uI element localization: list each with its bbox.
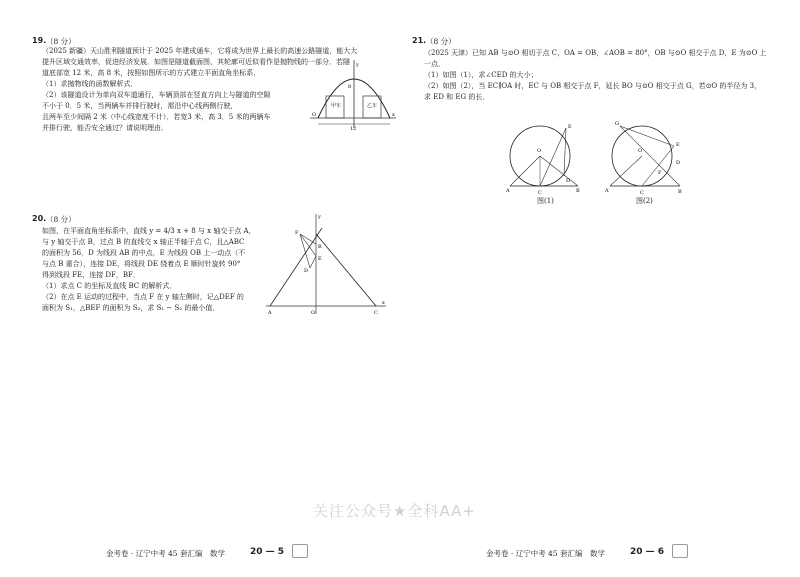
q19-tunnel-figure [308,58,398,130]
q19-line: （1）求抛物线的函数解析式． [42,80,138,88]
q20-line: 如图，在平面直角坐标系中，直线 y = 4/3 x + 8 与 x 轴交于点 A， [42,227,256,235]
q21-figure-2 [602,116,688,198]
q19-line: 且两车至少间隔 2 米（中心线宽度不计）．若宽3 米，高 3．5 米的两辆车 [42,113,271,121]
q19-line: 不小于 0．5 米，当两辆车并排行驶时，需沿中心线两侧行驶， [42,102,238,110]
q20-coordinate-figure [264,210,390,318]
q21-fig2-point-e: E [676,142,680,148]
q20-text [42,226,256,314]
q21-fig2-point-f: F [658,170,662,176]
q19-width-label: 12 [350,126,357,130]
q19-height-label: 8 [348,84,352,90]
q20-line: 与 y 轴交于点 B，过点 B 的直线交 x 轴正半轴于点 C，且△ABC [42,238,245,246]
footer-right-text: 金考卷 · 辽宁中考 45 套汇编 数学 [486,549,605,558]
q19-origin-label: O [312,112,317,118]
q19-number: 19. [32,36,47,45]
q21-fig1-point-d: D [566,178,571,184]
q21-line: 一点． [424,60,445,68]
q20-point-e: E [318,256,322,262]
q21-fig1-point-o: O [537,148,542,154]
q20-point-a: A [268,310,272,316]
q19-car1-label: 甲车 [331,103,342,109]
q21-line: 求 ED 和 EG 的长． [424,93,490,101]
q21-figure-1 [504,116,586,198]
watermark-text: 关注公众号★全科AA+ [313,502,476,520]
footer-right-logo-icon [672,544,688,558]
q20-line: 与点 B 重合），连接 DE，将线段 DE 绕着点 E 顺时针旋转 90° [42,260,241,268]
q21-fig1-point-e: E [568,124,572,130]
q21-fig2-point-c: C [640,190,644,196]
q19-y-axis-label: y [356,62,359,68]
q20-x-axis-label: x [382,300,385,306]
q21-fig2-point-o: O [638,148,643,154]
q20-line: 得到线段 FE，连接 DF，BF． [42,271,140,279]
q19-line: 提升区域交通效率，促进经济发展．如图是隧道截面图，其轮廓可近似看作是抛物线的一部分．若隧 [42,58,350,66]
q20-line: 的面积为 56．D 为线段 AB 的中点，E 为线段 OB 上一动点（不 [42,249,246,257]
q21-line: （1）如图（1），求∠CED 的大小； [424,71,538,79]
q21-fig2-point-d: D [676,160,681,166]
q19-line: （2）该隧道设计为单向双车道通行，车辆顶部在竖直方向上与隧道的空隙 [42,91,271,99]
q20-line: 面积为 S₁，△BEF 的面积为 S₂，求 S₁ − S₂ 的最小值． [42,304,220,312]
q20-line: （2）在点 E 运动的过程中，当点 F 在 y 轴左侧时，记△DEF 的 [42,293,244,301]
q21-fig1-point-c: C [538,190,542,196]
footer-left-text: 金考卷 · 辽宁中考 45 套汇编 数学 [106,549,225,558]
footer-right-page: 20 — 6 [630,547,665,557]
q21-figure-2-caption: 图(2) [636,197,653,205]
q19-line: 并排行驶，能否安全通过？请说明理由． [42,124,168,132]
q20-point-b: B [318,244,322,250]
footer-left-logo-icon [292,544,308,558]
q19-x-axis-label: x [392,112,395,118]
q19-points: （8 分） [46,37,76,46]
q19-line: （2025 新疆）天山胜利隧道预计于 2025 年建成通车，它将成为世界上最长的高速公路隧道，能大大 [42,47,358,55]
q19-line: 道底部宽 12 米，高 8 米，按照如图所示的方式建立平面直角坐标系． [42,69,261,77]
q21-line: （2025 天津）已知 AB 与⊙O 相切于点 C，OA = OB，∠AOB = 80°，OB 与⊙O 相交于点 D，E 为⊙O 上 [424,49,767,57]
q21-text [424,48,767,103]
q20-number: 20. [32,214,47,223]
q20-point-c: C [374,310,378,316]
q21-fig2-point-b: B [678,189,682,195]
q20-point-f: F [295,230,299,236]
q20-y-axis-label: y [318,214,321,220]
q21-fig1-point-a: A [506,188,510,194]
q21-line: （2）如图（2），当 EC∥OA 时，EC 与 OB 相交于点 F，延长 BO 与⊙O 相交于点 G，若⊙O 的半径为 3， [424,82,762,90]
q20-point-d: D [304,268,309,274]
q21-fig1-point-b: B [576,188,580,194]
q20-points: （8 分） [46,215,76,224]
q21-figure-1-caption: 图(1) [537,197,554,205]
q20-line: （1）求点 C 的坐标及直线 BC 的解析式． [42,282,177,290]
q21-points: （8 分） [426,37,456,46]
q20-origin-label: O [311,310,316,316]
footer-left-page: 20 — 5 [250,547,285,557]
q21-fig2-point-g: G [615,121,619,127]
q21-number: 21. [412,36,427,45]
q19-car2-label: 乙车 [367,103,378,109]
q21-fig2-point-a: A [605,188,609,194]
